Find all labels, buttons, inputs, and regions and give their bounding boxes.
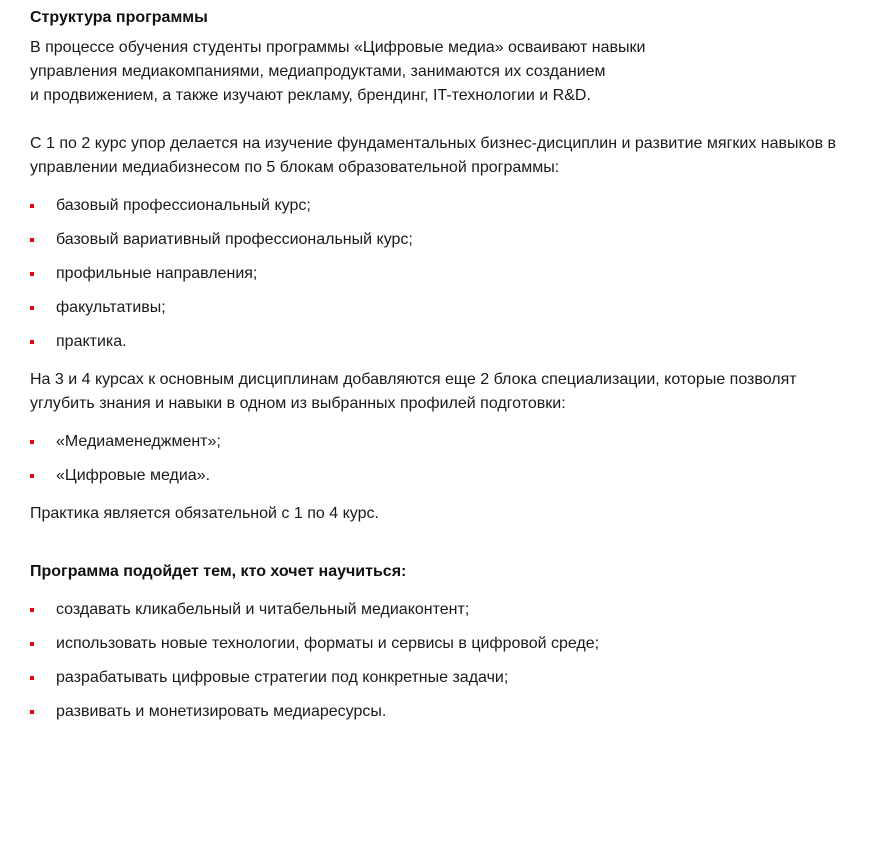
list-item xyxy=(30,464,841,488)
bullet-marker-icon xyxy=(30,710,34,714)
intro-paragraph xyxy=(30,36,841,108)
bullet-marker-icon xyxy=(30,204,34,208)
list-item-text: развивать и монетизировать медиаресурсы. xyxy=(56,703,387,720)
bullet-marker-icon xyxy=(30,306,34,310)
bullet-marker-icon xyxy=(30,440,34,444)
list-item-text: создавать кликабельный и читабельный медиаконтент; xyxy=(56,601,470,618)
skills-list xyxy=(30,598,841,724)
list-item-text: базовый вариативный профессиональный курс; xyxy=(56,231,413,248)
list-item xyxy=(30,598,841,622)
intro-line: и продвижением, а также изучают рекламу, брендинг, IT-технологии и R&D. xyxy=(30,87,591,104)
list-item-text: «Медиаменеджмент»; xyxy=(56,433,221,450)
list-item xyxy=(30,330,841,354)
bullet-marker-icon xyxy=(30,340,34,344)
list-item xyxy=(30,194,841,218)
bullet-marker-icon xyxy=(30,238,34,242)
list-item-text: профильные направления; xyxy=(56,265,258,282)
suitability-heading: Программа подойдет тем, кто хочет научиться: xyxy=(30,563,407,580)
list-item xyxy=(30,632,841,656)
list-item-text: использовать новые технологии, форматы и сервисы в цифровой среде; xyxy=(56,635,600,652)
list-item xyxy=(30,700,841,724)
bullet-marker-icon xyxy=(30,272,34,276)
structure-heading: Структура программы xyxy=(30,9,208,26)
bullet-marker-icon xyxy=(30,608,34,612)
courses-3-4-paragraph: На 3 и 4 курсах к основным дисциплинам добавляются еще 2 блока специализации, которые позволят углубить знания и навыки в одном из выбранных профилей подготовки: xyxy=(30,371,797,412)
list-item-text: факультативы; xyxy=(56,299,166,316)
list-item xyxy=(30,296,841,320)
list-item xyxy=(30,228,841,252)
intro-line: В процессе обучения студенты программы «Цифровые медиа» осваивают навыки xyxy=(30,39,646,56)
bullet-marker-icon xyxy=(30,676,34,680)
list-item-text: «Цифровые медиа». xyxy=(56,467,211,484)
list-item-text: практика. xyxy=(56,333,127,350)
bullet-marker-icon xyxy=(30,474,34,478)
practice-note: Практика является обязательной с 1 по 4 курс. xyxy=(30,505,379,522)
list-item xyxy=(30,430,841,454)
list-item xyxy=(30,666,841,690)
program-blocks-list xyxy=(30,194,841,354)
specializations-list xyxy=(30,430,841,488)
intro-line: управления медиакомпаниями, медиапродуктами, занимаются их созданием xyxy=(30,63,606,80)
list-item-text: разрабатывать цифровые стратегии под конкретные задачи; xyxy=(56,669,509,686)
bullet-marker-icon xyxy=(30,642,34,646)
courses-1-2-paragraph: С 1 по 2 курс упор делается на изучение фундаментальных бизнес-дисциплин и развитие мягких навыков в управлении медиабизнесом по 5 блокам образовательной программы: xyxy=(30,135,837,176)
list-item-text: базовый профессиональный курс; xyxy=(56,197,311,214)
list-item xyxy=(30,262,841,286)
